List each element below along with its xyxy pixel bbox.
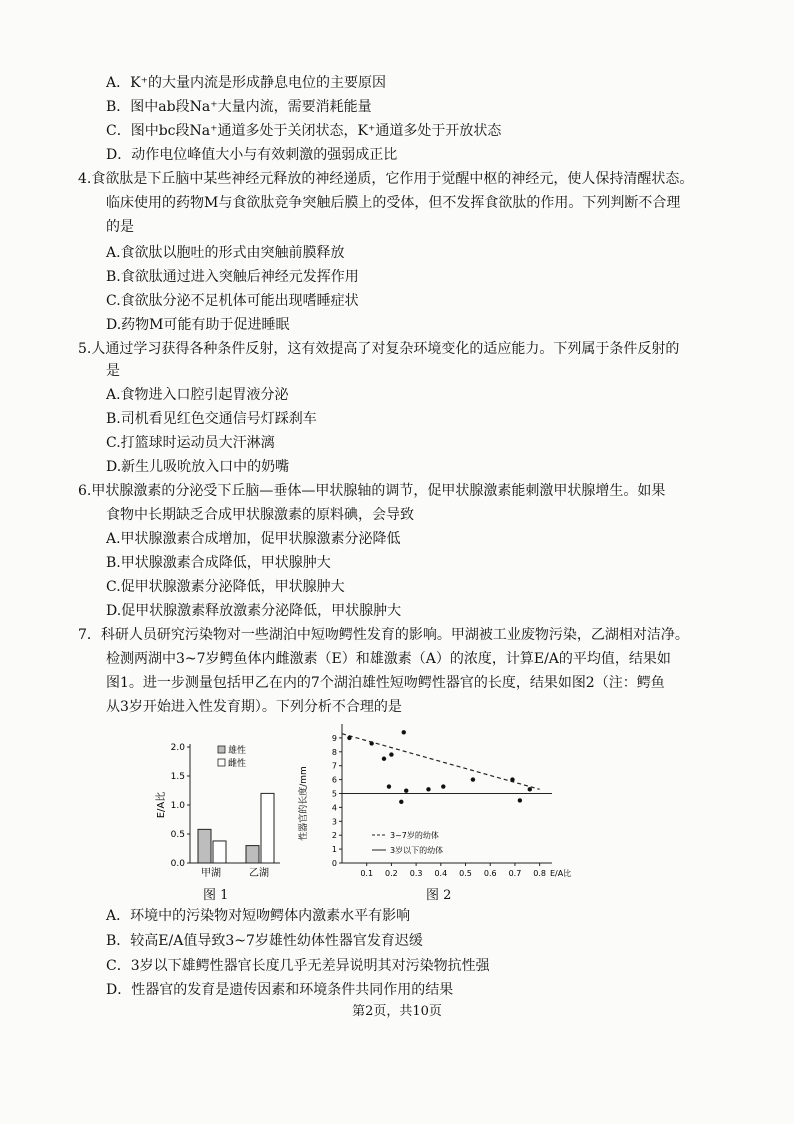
y-tick-label: 6 [331, 775, 337, 785]
q7-option-a: A．环境中的污染物对短吻鳄体内激素水平有影响 [106, 908, 411, 924]
y-tick-label: 0.5 [170, 830, 185, 840]
q5-stem-line2: 是 [106, 363, 120, 379]
q7-option-c: C．3岁以下雄鳄性器官长度几乎无差异说明其对污染物抗性强 [106, 958, 490, 974]
q6-option-d: D.促甲状腺激素释放激素分泌降低，甲状腺肿大 [106, 603, 402, 619]
y-tick-label: 4 [331, 803, 337, 813]
x-category-label: 甲湖 [201, 868, 221, 879]
data-point [441, 784, 445, 788]
q3-option-d: D．动作电位峰值大小与有效刺激的强弱成正比 [106, 147, 398, 163]
q5-stem-line1: 5.人通过学习获得各种条件反射，这有效提高了对复杂环境变化的适应能力。下列属于条件反射的 [78, 341, 680, 357]
data-point [471, 777, 475, 781]
q3-option-c: C．图中bc段Na⁺通道多处于关闭状态，K⁺通道多处于开放状态 [106, 123, 502, 139]
figure-1-caption: 图 1 [203, 888, 229, 903]
y-tick-label: 2 [331, 831, 337, 841]
q6-stem-line2: 食物中长期缺乏合成甲状腺激素的原料碘，会导致 [106, 507, 414, 523]
data-point [399, 800, 403, 804]
y-axis-label: E/A比 [156, 791, 167, 819]
q6-option-a: A.甲状腺激素合成增加，促甲状腺激素分泌降低 [106, 531, 401, 547]
q7-option-d: D．性器官的发育是遗传因素和环境条件共同作用的结果 [106, 982, 454, 998]
data-point [518, 798, 522, 802]
figure-2-scatter-chart [290, 718, 572, 890]
y-tick-label: 5 [331, 789, 337, 799]
q5-option-d: D.新生儿吸吮放入口中的奶嘴 [106, 459, 290, 475]
q5-option-a: A.食物进入口腔引起胃液分泌 [106, 387, 289, 403]
page-footer: 第2页，共10页 [352, 1004, 442, 1019]
x-category-label: 乙湖 [249, 868, 269, 879]
data-point [528, 787, 532, 791]
legend-label: 雄性 [228, 746, 247, 756]
data-point [426, 787, 430, 791]
y-tick-label: 3 [331, 817, 337, 827]
q4-option-d: D.药物M可能有助于促进睡眠 [106, 317, 290, 333]
q7-stem-line1: 7．科研人员研究污染物对一些湖泊中短吻鳄性发育的影响。甲湖被工业废物污染，乙湖相对洁净。 [78, 627, 689, 643]
q3-option-b: B．图中ab段Na⁺大量内流，需要消耗能量 [106, 99, 372, 115]
x-tick-label: 0.5 [459, 869, 472, 878]
x-tick-label: 0.8 [533, 869, 547, 878]
x-tick-label: 0.3 [409, 869, 423, 878]
figure-2-caption: 图 2 [426, 888, 452, 903]
bar-female-lake-yi [261, 793, 274, 863]
q4-stem-line1: 4.食欲肽是下丘脑中某些神经元释放的神经递质，它作用于觉醒中枢的神经元，使人保持清醒状态。 [78, 171, 694, 187]
bar-male-lake-jia [198, 829, 211, 863]
q5-option-b: B.司机看见红色交通信号灯踩刹车 [106, 411, 317, 427]
y-tick-label: 1.5 [170, 772, 185, 782]
legend-label: 雌性 [228, 759, 247, 769]
y-tick-label: 9 [331, 733, 337, 743]
q7-stem-line4: 从3岁开始进入性发育期）。下列分析不合理的是 [106, 699, 402, 715]
bar-female-lake-jia [213, 841, 226, 863]
q5-option-c: C.打篮球时运动员大汗淋漓 [106, 435, 275, 451]
q4-option-c: C.食欲肽分泌不足机体可能出现嗜睡症状 [106, 293, 359, 309]
y-axis-label: 性器官的长度/mm [299, 766, 309, 841]
x-tick-label: 0.1 [360, 869, 374, 878]
q4-option-a: A.食欲肽以胞吐的形式由突触前膜释放 [106, 245, 345, 261]
q4-option-b: B.食欲肽通过进入突触后神经元发挥作用 [106, 269, 359, 285]
x-axis-label: E/A比 [550, 869, 572, 878]
q4-stem-line2: 临床使用的药物M与食欲肽竞争突触后膜上的受体，但不发挥食欲肽的作用。下列判断不合理 [106, 195, 681, 211]
legend-swatch-male [218, 746, 225, 753]
y-tick-label: 8 [331, 747, 337, 757]
data-point [404, 789, 408, 793]
q7-stem-line2: 检测两湖中3~7岁鳄鱼体内雌激素（E）和雄激素（A）的浓度，计算E/A的平均值，结果如 [106, 651, 671, 667]
x-tick-label: 0.7 [508, 869, 522, 878]
q6-option-c: C.促甲状腺激素分泌降低，甲状腺肿大 [106, 579, 345, 595]
q7-option-b: B．较高E/A值导致3~7岁雄性幼体性器官发育迟缓 [106, 933, 423, 949]
legend-label: 3~7岁的幼体 [390, 831, 439, 840]
q3-option-a: A．K⁺的大量内流是形成静息电位的主要原因 [106, 75, 386, 91]
data-point [389, 752, 393, 756]
legend-swatch-female [218, 759, 225, 766]
q4-stem-line3: 的是 [106, 219, 134, 235]
data-point [382, 757, 386, 761]
q6-option-b: B.甲状腺激素合成降低，甲状腺肿大 [106, 555, 331, 571]
y-tick-label: 0 [331, 859, 337, 868]
x-tick-label: 0.2 [385, 869, 398, 878]
q7-stem-line3: 图1。进一步测量包括甲乙在内的7个湖泊雄性短吻鳄性器官的长度，结果如图2（注：鳄鱼 [106, 675, 665, 691]
data-point [387, 784, 391, 788]
y-tick-label: 1.0 [170, 801, 185, 811]
y-tick-label: 0.0 [170, 859, 185, 869]
data-point [510, 777, 514, 781]
bar-male-lake-yi [246, 846, 259, 863]
y-tick-label: 7 [331, 761, 337, 771]
data-point [369, 741, 373, 745]
figure-1-bar-chart [150, 722, 285, 890]
y-tick-label: 2.0 [170, 743, 185, 753]
x-tick-label: 0.4 [434, 869, 448, 878]
data-point [402, 730, 406, 734]
q6-stem-line1: 6.甲状腺激素的分泌受下丘脑—垂体—甲状腺轴的调节，促甲状腺激素能刺激甲状腺增生。如果 [78, 483, 666, 499]
legend-label: 3岁以下的幼体 [390, 846, 444, 855]
x-tick-label: 0.6 [483, 869, 497, 878]
data-point [347, 736, 351, 740]
y-tick-label: 1 [331, 845, 337, 855]
